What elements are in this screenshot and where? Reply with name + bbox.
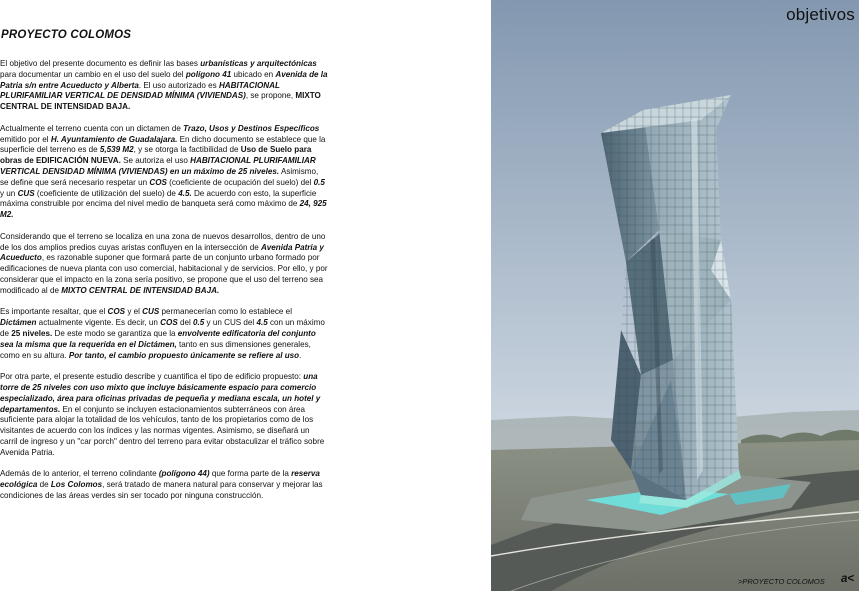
text-run: urbanísticas y arquitectónicas (200, 59, 317, 68)
text-run: Por otra parte, el presente estudio describe y cuantifica el tipo de edificio propuesto: (0, 372, 304, 382)
text-run: (coeficiente de ocupación del suelo) del (166, 177, 314, 187)
text-run: , es razonable suponer que formará parte de un conjunto urbano formado por edificaciones de nueva planta con uso comercial, habitacional y de servicios. Por ello, y por considerar que el impacto en la zona sería positivo, se propone que el uso del terreno sea modificado al de (0, 253, 328, 295)
text-run: 24, 925 M2. (0, 199, 327, 220)
paragraph (0, 469, 328, 501)
text-run: COS (107, 307, 126, 317)
text-run: y el (125, 307, 143, 317)
section-title: objetivos (786, 5, 855, 24)
text-run: para documentar un cambio en el uso del suelo del (0, 69, 186, 79)
text-run: que forma parte de la (209, 469, 292, 479)
text-run: Dictámen (0, 318, 37, 328)
text-run: , se propone, (245, 91, 296, 101)
text-run: El objetivo del presente documento es definir las bases (0, 59, 201, 68)
text-run: emitido por el (0, 134, 51, 144)
text-run: Actualmente el terreno cuenta con un dictamen de (0, 123, 184, 133)
text-run: , y se otorga la factibilidad de (133, 145, 241, 155)
text-run: HABITACIONAL PLURIFAMILIAR VERTICAL DENSIDAD MÍNIMA (VIVIENDAS) en un máximo de 25 niveles. (0, 156, 316, 176)
text-run: del (177, 318, 194, 328)
text-run: 0.5 (313, 177, 325, 187)
text-run: tanto en sus dimensiones generales, como en su altura. (0, 339, 311, 360)
text-run: de (37, 480, 51, 490)
text-run: reserva ecológica (0, 469, 320, 490)
text-run: En dicho documento se establece que la superficie del terreno es de (0, 134, 326, 155)
text-run: Se autoriza el uso (120, 156, 191, 166)
text-run: actualmente vigente. Es decir, un (36, 318, 161, 328)
architectural-render-panel (491, 0, 859, 591)
text-run: y un CUS del (204, 318, 257, 328)
text-run: MIXTO CENTRAL DE INTENSIDAD BAJA. (0, 91, 321, 112)
paragraph (0, 307, 328, 361)
paragraph (0, 232, 328, 297)
text-run: Uso de Suelo para obras de EDIFICACIÓN NUEVA. (0, 145, 312, 166)
document-title: PROYECTO COLOMOS (1, 29, 132, 41)
tower-render-image (491, 0, 859, 591)
paragraph (0, 372, 328, 458)
text-run: permanecerían como lo establece el (159, 307, 292, 317)
text-run: Es importante resaltar, que el (0, 307, 108, 317)
text-run: De acuerdo con esto, la superficie máxima construible por encima del nivel medio de banqueta será como máximo de (0, 188, 317, 209)
text-run: MIXTO CENTRAL DE INTENSIDAD BAJA. (61, 285, 220, 295)
text-run: una torre de 25 niveles con uso mixto que incluye básicamente espacio para comercio especializado, área para oficinas privadas de pequeña y mediana escala, un hotel y departamentos. (0, 372, 321, 414)
text-run: CUS (142, 307, 160, 317)
text-run: De este modo se garantiza que la (52, 328, 178, 338)
text-run: COS (149, 177, 167, 187)
text-run: polígono 41 (185, 69, 232, 79)
text-run: 5,539 M2 (99, 145, 134, 155)
text-run: (polígono 44) (158, 469, 210, 479)
text-run: envolvente edificatoria del conjunto sea la misma que la requerida en el Dictámen, (0, 328, 316, 349)
text-run: H. Ayuntamiento de Guadalajara. (50, 134, 178, 144)
text-run: 0.5 (193, 318, 205, 328)
text-run: Avenida de la Patria s/n entre Acueducto y Alberta (0, 69, 328, 90)
paragraph (0, 124, 328, 221)
text-run: Además de lo anterior, el terreno colindante (0, 469, 159, 479)
text-run: Avenida Patria y Acueducto (0, 242, 324, 263)
document-body (0, 59, 328, 512)
text-run: (coeficiente de utilización del suelo) de (34, 188, 179, 198)
text-run: HABITACIONAL PLURIFAMILIAR VERTICAL DE DENSIDAD MÍNIMA (VIVIENDAS) (0, 80, 280, 101)
text-run: , será tratado de manera natural para conservar y mejorar las condiciones de las áreas verdes sin ser tocado por ninguna construcción. (0, 480, 323, 500)
text-run: y un (0, 188, 18, 198)
text-run: Los Colomos (50, 480, 103, 490)
text-run: Trazo, Usos y Destinos Específicos (183, 123, 320, 133)
text-run: ubicado en (231, 69, 276, 79)
paragraph (0, 59, 328, 113)
text-run: con un máximo de (0, 318, 325, 338)
text-run: COS (160, 318, 178, 328)
footer-logo: a< (841, 573, 855, 585)
text-run: CUS (17, 188, 35, 198)
text-run: . (299, 350, 302, 360)
text-run: 25 niveles. (11, 328, 53, 338)
text-run: En el conjunto se incluyen estacionamientos subterráneos con área suficiente para alojar la totalidad de los vehículos, tanto de los propietarios como de los visitantes de acuerdo con los índices y las normas vigentes. Asimismo, se diseñará un carril de ingreso y un "car porch" dentro del terreno para evitar obstaculizar el tráfico sobre Avenida Patria. (0, 404, 325, 457)
text-run: Asimismo, se define que será necesario respetar un (0, 166, 319, 187)
text-run: Considerando que el terreno se localiza en una zona de nuevos desarrollos, dentro de uno de los dos amplios predios cuyas aristas confluyen en la intersección de (0, 231, 326, 252)
text-run: 4.5 (256, 318, 268, 328)
text-run: Por tanto, el cambio propuesto únicamente se refiere al uso (68, 350, 300, 360)
footer-project-label: >PROYECTO COLOMOS (738, 577, 825, 586)
text-run: 4.5. (178, 188, 192, 198)
text-run: . El uso autorizado es (138, 80, 219, 90)
